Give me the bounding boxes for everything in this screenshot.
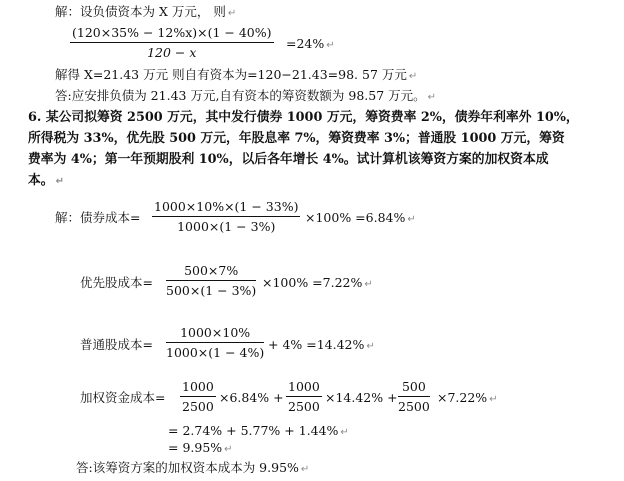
preferred-cost-label: 优先股成本= bbox=[80, 275, 153, 290]
weight-2-fraction bbox=[286, 378, 322, 415]
paragraph-mark-icon: ↵ bbox=[224, 444, 233, 455]
weighted-term-3: ×7.22% ↵ bbox=[437, 390, 498, 405]
common-cost-label: 普通股成本= bbox=[80, 337, 153, 352]
fraction-bar bbox=[180, 396, 216, 397]
fraction-bar bbox=[70, 42, 274, 43]
weight-2-numerator: 1000 bbox=[288, 379, 320, 394]
weight-2-denominator: 2500 bbox=[288, 399, 320, 414]
paragraph-mark-icon: ↵ bbox=[340, 427, 349, 438]
common-cost-numerator: 1000×10% bbox=[180, 325, 251, 340]
problem-6-line-4: 本。 ↵ bbox=[28, 173, 64, 188]
bond-cost-result: ×100% =6.84% ↵ bbox=[305, 210, 416, 225]
paragraph-mark-icon: ↵ bbox=[364, 279, 373, 290]
weight-1-fraction bbox=[180, 378, 216, 415]
bond-cost-label: 解：债券成本= bbox=[55, 210, 141, 225]
weighted-cost-label: 加权资金成本= bbox=[80, 390, 166, 405]
equation-1-numerator: (120×35% − 12%x)×(1 − 40%) bbox=[72, 25, 272, 40]
paragraph-mark-icon: ↵ bbox=[408, 71, 418, 82]
bond-cost-denominator: 1000×(1 − 3%) bbox=[177, 219, 276, 234]
preferred-cost-numerator: 500×7% bbox=[184, 263, 239, 278]
preferred-cost-fraction bbox=[166, 262, 256, 299]
fraction-bar bbox=[152, 216, 300, 217]
answer-line-1: 答:应安排负债为 21.43 万元,自有资本的筹资数额为 98.57 万元。 ↵ bbox=[55, 88, 437, 103]
equation-1-fraction bbox=[70, 24, 274, 61]
preferred-cost-denominator: 500×(1 − 3%) bbox=[166, 283, 257, 298]
solution-intro-line: 解：设负债资本为 X 万元， 则 ↵ bbox=[55, 4, 237, 19]
weight-3-denominator: 2500 bbox=[398, 399, 430, 414]
fraction-bar bbox=[166, 342, 264, 343]
weight-3-fraction bbox=[398, 378, 430, 415]
paragraph-mark-icon: ↵ bbox=[407, 214, 416, 225]
problem-6-line-2: 所得税为 33%，优先股 500 万元，年股息率 7%，筹资费率 3%；普通股 1000 万元，筹资 bbox=[28, 131, 565, 146]
problem-6-line-3: 费率为 4%；第一年预期股利 10%，以后各年增长 4%。试计算机该筹资方案的加权资本成 bbox=[28, 152, 549, 167]
weighted-term-2: ×14.42% + bbox=[325, 390, 398, 405]
paragraph-mark-icon: ↵ bbox=[227, 8, 237, 19]
bond-cost-numerator: 1000×10%×(1 − 33%) bbox=[154, 199, 299, 214]
paragraph-mark-icon: ↵ bbox=[300, 464, 310, 475]
paragraph-mark-icon: ↵ bbox=[489, 394, 498, 405]
equation-1-denominator: 120 − x bbox=[147, 45, 197, 60]
preferred-cost-result: ×100% =7.22% ↵ bbox=[262, 275, 373, 290]
weight-1-numerator: 1000 bbox=[182, 379, 214, 394]
weighted-cost-step-2: = 2.74% + 5.77% + 1.44% ↵ bbox=[168, 423, 349, 438]
bond-cost-fraction bbox=[152, 198, 300, 235]
final-answer-line: 答:该筹资方案的加权资本成本为 9.95% ↵ bbox=[76, 460, 310, 475]
solution-line-x: 解得 X=21.43 万元 则自有资本为=120−21.43=98. 57 万元 ↵ bbox=[55, 67, 418, 82]
weight-1-denominator: 2500 bbox=[182, 399, 214, 414]
fraction-bar bbox=[286, 396, 322, 397]
weighted-term-1: ×6.84% + bbox=[219, 390, 284, 405]
paragraph-mark-icon: ↵ bbox=[366, 341, 375, 352]
equation-1-result: =24% ↵ bbox=[286, 36, 335, 51]
common-cost-denominator: 1000×(1 − 4%) bbox=[166, 345, 265, 360]
paragraph-mark-icon: ↵ bbox=[55, 176, 64, 187]
paragraph-mark-icon: ↵ bbox=[326, 40, 335, 51]
paragraph-mark-icon: ↵ bbox=[427, 92, 437, 103]
fraction-bar bbox=[166, 280, 256, 281]
problem-6-line-1: 6. 某公司拟筹资 2500 万元，其中发行债券 1000 万元，筹资费率 2%，债券年利率外 10%， bbox=[28, 110, 579, 125]
fraction-bar bbox=[398, 396, 430, 397]
common-cost-result: + 4% =14.42% ↵ bbox=[268, 337, 375, 352]
weighted-cost-step-3: = 9.95% ↵ bbox=[168, 440, 233, 455]
weight-3-numerator: 500 bbox=[401, 379, 426, 394]
common-cost-fraction bbox=[166, 324, 264, 361]
